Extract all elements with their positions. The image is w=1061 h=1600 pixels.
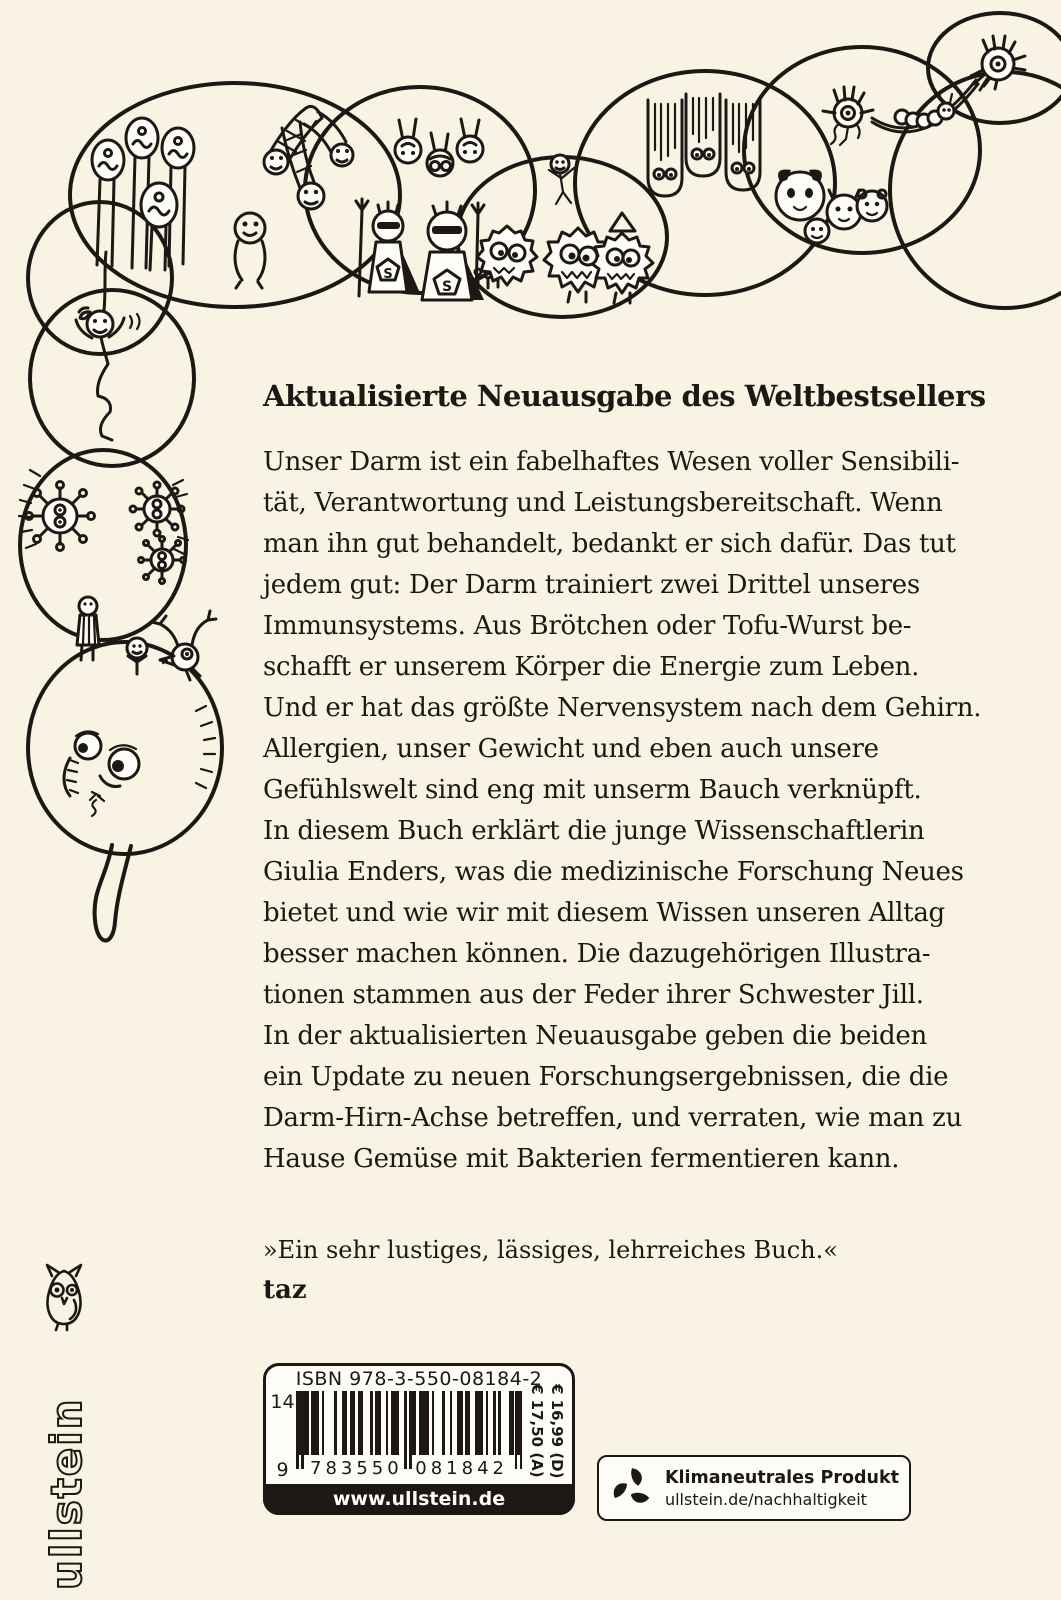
- blurb-line: Unser Darm ist ein fabelhaftes Wesen voller Sensibili-: [263, 447, 960, 477]
- climate-badge-title: Klimaneutrales Produkt: [664, 1467, 899, 1488]
- print-code: 14: [270, 1391, 295, 1413]
- blurb-line: In der aktualisierten Neuausgabe geben die beiden: [263, 1021, 927, 1051]
- isbn-barcode-box: [263, 1363, 575, 1515]
- blurb-line: man ihn gut behandelt, bedankt er sich dafür. Das tut: [263, 529, 956, 559]
- ean-bars: [296, 1391, 522, 1455]
- publisher-name: ullstein: [42, 1397, 91, 1590]
- blurb-line: Und er hat das größte Nervensystem nach dem Gehirn.: [263, 693, 982, 723]
- blurb-line: bietet und wie wir mit diesem Wissen unseren Alltag: [263, 898, 945, 928]
- blurb-line: Darm-Hirn-Achse betreffen, und verraten, wie man zu: [263, 1103, 962, 1133]
- isbn-label: ISBN 978-3-550-08184-2: [295, 1368, 543, 1390]
- price-column: [522, 1384, 572, 1483]
- ean-digit-group: 783550: [310, 1458, 403, 1479]
- blurb-line: jedem gut: Der Darm trainiert zwei Drittel unseres: [263, 570, 920, 600]
- price-germany: € 16,99 (D): [548, 1384, 566, 1479]
- blurb-line: Hause Gemüse mit Bakterien fermentieren kann.: [263, 1144, 900, 1174]
- leaf-cycle-icon: [609, 1463, 655, 1513]
- press-quote: [263, 1236, 838, 1305]
- publisher-website: www.ullstein.de: [263, 1484, 575, 1515]
- blurb-line: Immunsystems. Aus Brötchen oder Tofu-Wurst be-: [263, 611, 912, 641]
- barcode-left-column: [266, 1391, 296, 1483]
- page-title: Aktualisierte Neuausgabe des Weltbestsellers: [263, 379, 986, 414]
- shield-letter: S: [441, 279, 453, 295]
- ean-digit-group: 081842: [415, 1458, 508, 1479]
- barcode-middle: [266, 1384, 572, 1483]
- blurb-line: schafft er unserem Körper die Energie zum Leben.: [263, 652, 920, 682]
- ean-first-digit: 9: [276, 1459, 289, 1481]
- press-quote-text: »Ein sehr lustiges, lässiges, lehrreiches Buch.«: [263, 1236, 838, 1264]
- ullstein-owl-icon: [30, 1260, 98, 1334]
- shield-letter: S: [383, 267, 393, 282]
- blurb-line: tionen stammen aus der Feder ihrer Schwester Jill.: [263, 980, 924, 1010]
- climate-badge-text: [665, 1467, 899, 1510]
- ullstein-wordmark: [31, 1342, 97, 1594]
- climate-badge-subtitle: ullstein.de/nachhaltigkeit: [664, 1489, 867, 1509]
- blurb-line: In diesem Buch erklärt die junge Wissenschaftlerin: [263, 816, 925, 846]
- blurb-line: Giulia Enders, was die medizinische Forschung Neues: [263, 857, 964, 887]
- blurb: [263, 442, 982, 1180]
- blurb-line: Allergien, unser Gewicht und eben auch unsere: [263, 734, 879, 764]
- blurb-line: tät, Verantwortung und Leistungsbereitschaft. Wenn: [263, 488, 943, 518]
- climate-neutral-badge: [597, 1455, 911, 1521]
- rotated-prices: [527, 1384, 567, 1490]
- blurb-line: besser machen können. Die dazugehörigen Illustra-: [263, 939, 931, 969]
- blurb-line: Gefühlswelt sind eng mit unserm Bauch verknüpft.: [263, 775, 922, 805]
- price-austria: € 17,50 (A): [528, 1384, 546, 1478]
- publisher-logo: [24, 1260, 104, 1594]
- blurb-line: ein Update zu neuen Forschungsergebnissen, die die: [263, 1062, 949, 1092]
- press-quote-source: taz: [263, 1275, 307, 1305]
- barcode-bars-column: [296, 1391, 522, 1483]
